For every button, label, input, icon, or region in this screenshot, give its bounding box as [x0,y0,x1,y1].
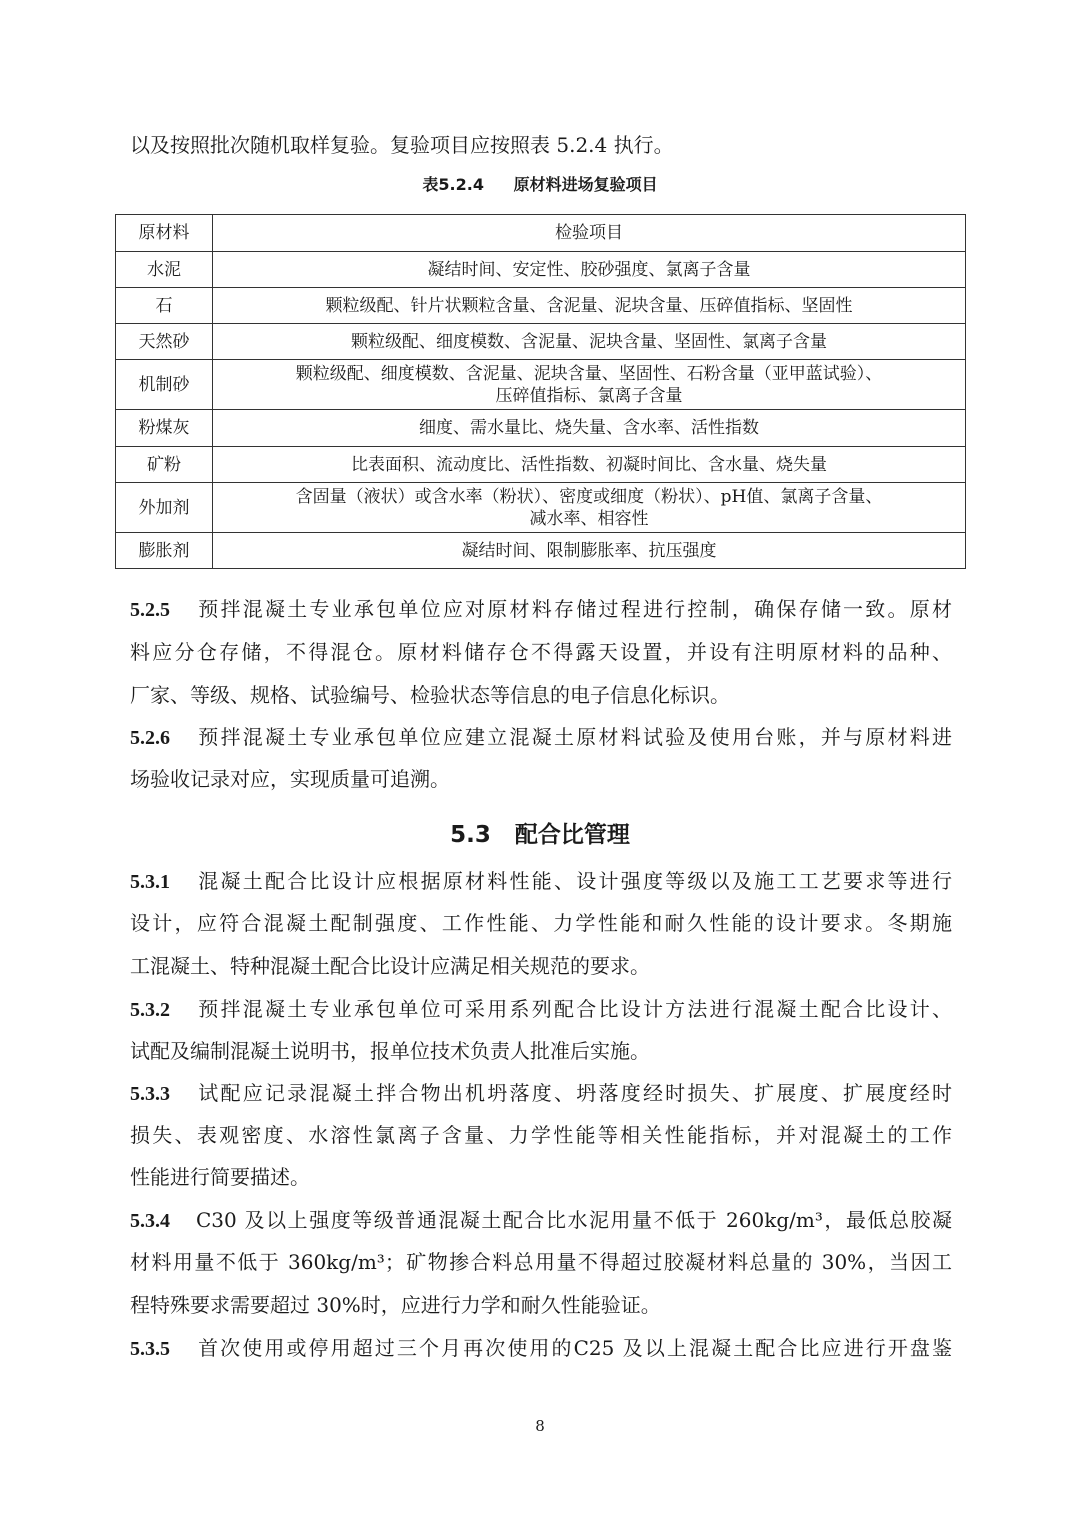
row-items-line: 颗粒级配、细度模数、含泥量、泥块含量、坚固性、石粉含量（亚甲蓝试验）、 [295,363,883,384]
clause-5-3-2-line: 试配及编制混凝土说明书，报单位技术负责人批准后实施。 [130,1039,650,1063]
table-row [116,324,966,360]
row-items-line: 比表面积、流动度比、活性指数、初凝时间比、含水量、烧失量 [351,454,827,475]
row-material: 石 [116,288,213,324]
row-items [213,360,966,410]
section-heading [0,816,1080,849]
clause-text: 混凝土配合比设计应根据原材料性能、设计强度等级以及施工工艺要求等进行 [196,869,952,893]
clause-text: 预拌混凝土专业承包单位可采用系列配合比设计方法进行混凝土配合比设计、 [196,997,952,1021]
clause-number: 5.3.5 [130,1338,170,1360]
clause-5-3-2-line [130,994,952,1025]
table-row [116,533,966,569]
clause-number: 5.3.2 [130,999,170,1021]
clause-5-3-1-line [130,866,952,897]
row-items-line: 细度、需水量比、烧失量、含水率、活性指数 [419,418,759,438]
intro-line: 以及按照批次随机取样复验。复验项目应按照表 5.2.4 执行。 [130,133,674,157]
clause-5-3-1-line: 工混凝土、特种混凝土配合比设计应满足相关规范的要求。 [130,954,650,978]
clause-5-3-5-line [130,1333,952,1364]
table-caption-number: 表5.2.4 [422,175,484,194]
row-items [213,324,966,360]
clause-5-3-3-line: 性能进行简要描述。 [130,1165,310,1189]
clause-number: 5.2.6 [130,727,170,749]
row-items [213,288,966,324]
row-items-line: 减水率、相容性 [529,508,649,529]
table-row [116,288,966,324]
table-caption-title: 原材料进场复验项目 [513,175,658,194]
clause-5-2-5-line: 料应分仓存储，不得混仓。原材料储存仓不得露天设置，并设有注明原材料的品种、 [130,640,952,664]
row-material: 矿粉 [116,447,213,483]
row-material: 天然砂 [116,324,213,360]
row-items-line: 凝结时间、限制膨胀率、抗压强度 [461,540,717,561]
table-row [116,410,966,447]
row-items [213,533,966,569]
clause-text: 预拌混凝土专业承包单位应建立混凝土原材料试验及使用台账，并与原材料进 [196,725,952,749]
row-items-line: 颗粒级配、针片状颗粒含量、含泥量、泥块含量、压碎值指标、坚固性 [325,295,853,316]
clause-5-3-4-line [130,1205,952,1236]
row-material: 水泥 [116,252,213,288]
clause-number: 5.2.5 [130,599,170,621]
clause-text: 预拌混凝土专业承包单位应对原材料存储过程进行控制，确保存储一致。原材 [196,597,952,621]
row-material: 机制砂 [116,360,213,410]
clause-5-2-6-line: 场验收记录对应，实现质量可追溯。 [130,767,450,791]
row-items-line: 压碎值指标、氯离子含量 [495,385,683,406]
page-number: 8 [535,1417,545,1435]
clause-5-2-5-line [130,594,952,625]
row-material: 外加剂 [116,483,213,533]
row-items [213,252,966,288]
table-row [116,360,966,410]
clause-5-3-1-line: 设计，应符合混凝土配制强度、工作性能、力学性能和耐久性能的设计要求。冬期施 [130,911,952,935]
table-row [116,483,966,533]
row-items [213,483,966,533]
header-items: 检验项目 [213,215,966,252]
clause-text: C30 及以上强度等级普通混凝土配合比水泥用量不低于 260kg/m³，最低总胶凝 [196,1208,952,1232]
row-items [213,410,966,447]
table-row [116,252,966,288]
clause-number: 5.3.3 [130,1083,170,1105]
clause-text: 试配应记录混凝土拌合物出机坍落度、坍落度经时损失、扩展度、扩展度经时 [196,1081,952,1105]
clause-number: 5.3.1 [130,871,170,893]
row-material: 粉煤灰 [116,410,213,447]
row-material: 膨胀剂 [116,533,213,569]
clause-5-2-6-line [130,722,952,753]
table-row [116,447,966,483]
section-title: 配合比管理 [514,822,630,848]
row-items-line: 含固量（液状）或含水率（粉状）、密度或细度（粉状）、pH值、氯离子含量、 [295,486,883,507]
section-number: 5.3 [450,822,491,848]
clause-text: 首次使用或停用超过三个月再次使用的C25 及以上混凝土配合比应进行开盘鉴 [196,1336,952,1360]
table-header-row [116,215,966,252]
clause-5-3-4-line: 材料用量不低于 360kg/m³；矿物掺合料总用量不得超过胶凝材料总量的 30%，当因工 [130,1250,952,1274]
row-items-line: 颗粒级配、细度模数、含泥量、泥块含量、坚固性、氯离子含量 [351,331,827,352]
clause-number: 5.3.4 [130,1210,170,1232]
row-items [213,447,966,483]
table-caption [0,172,1080,195]
clause-5-3-3-line [130,1078,952,1109]
header-material: 原材料 [116,215,213,252]
clause-5-2-5-line: 厂家、等级、规格、试验编号、检验状态等信息的电子信息化标识。 [130,683,730,707]
row-items-line: 凝结时间、安定性、胶砂强度、氯离子含量 [427,259,751,280]
material-test-table [115,214,966,569]
clause-5-3-4-line: 程特殊要求需要超过 30%时，应进行力学和耐久性能验证。 [130,1293,661,1317]
clause-5-3-3-line: 损失、表观密度、水溶性氯离子含量、力学性能等相关性能指标，并对混凝土的工作 [130,1123,952,1147]
